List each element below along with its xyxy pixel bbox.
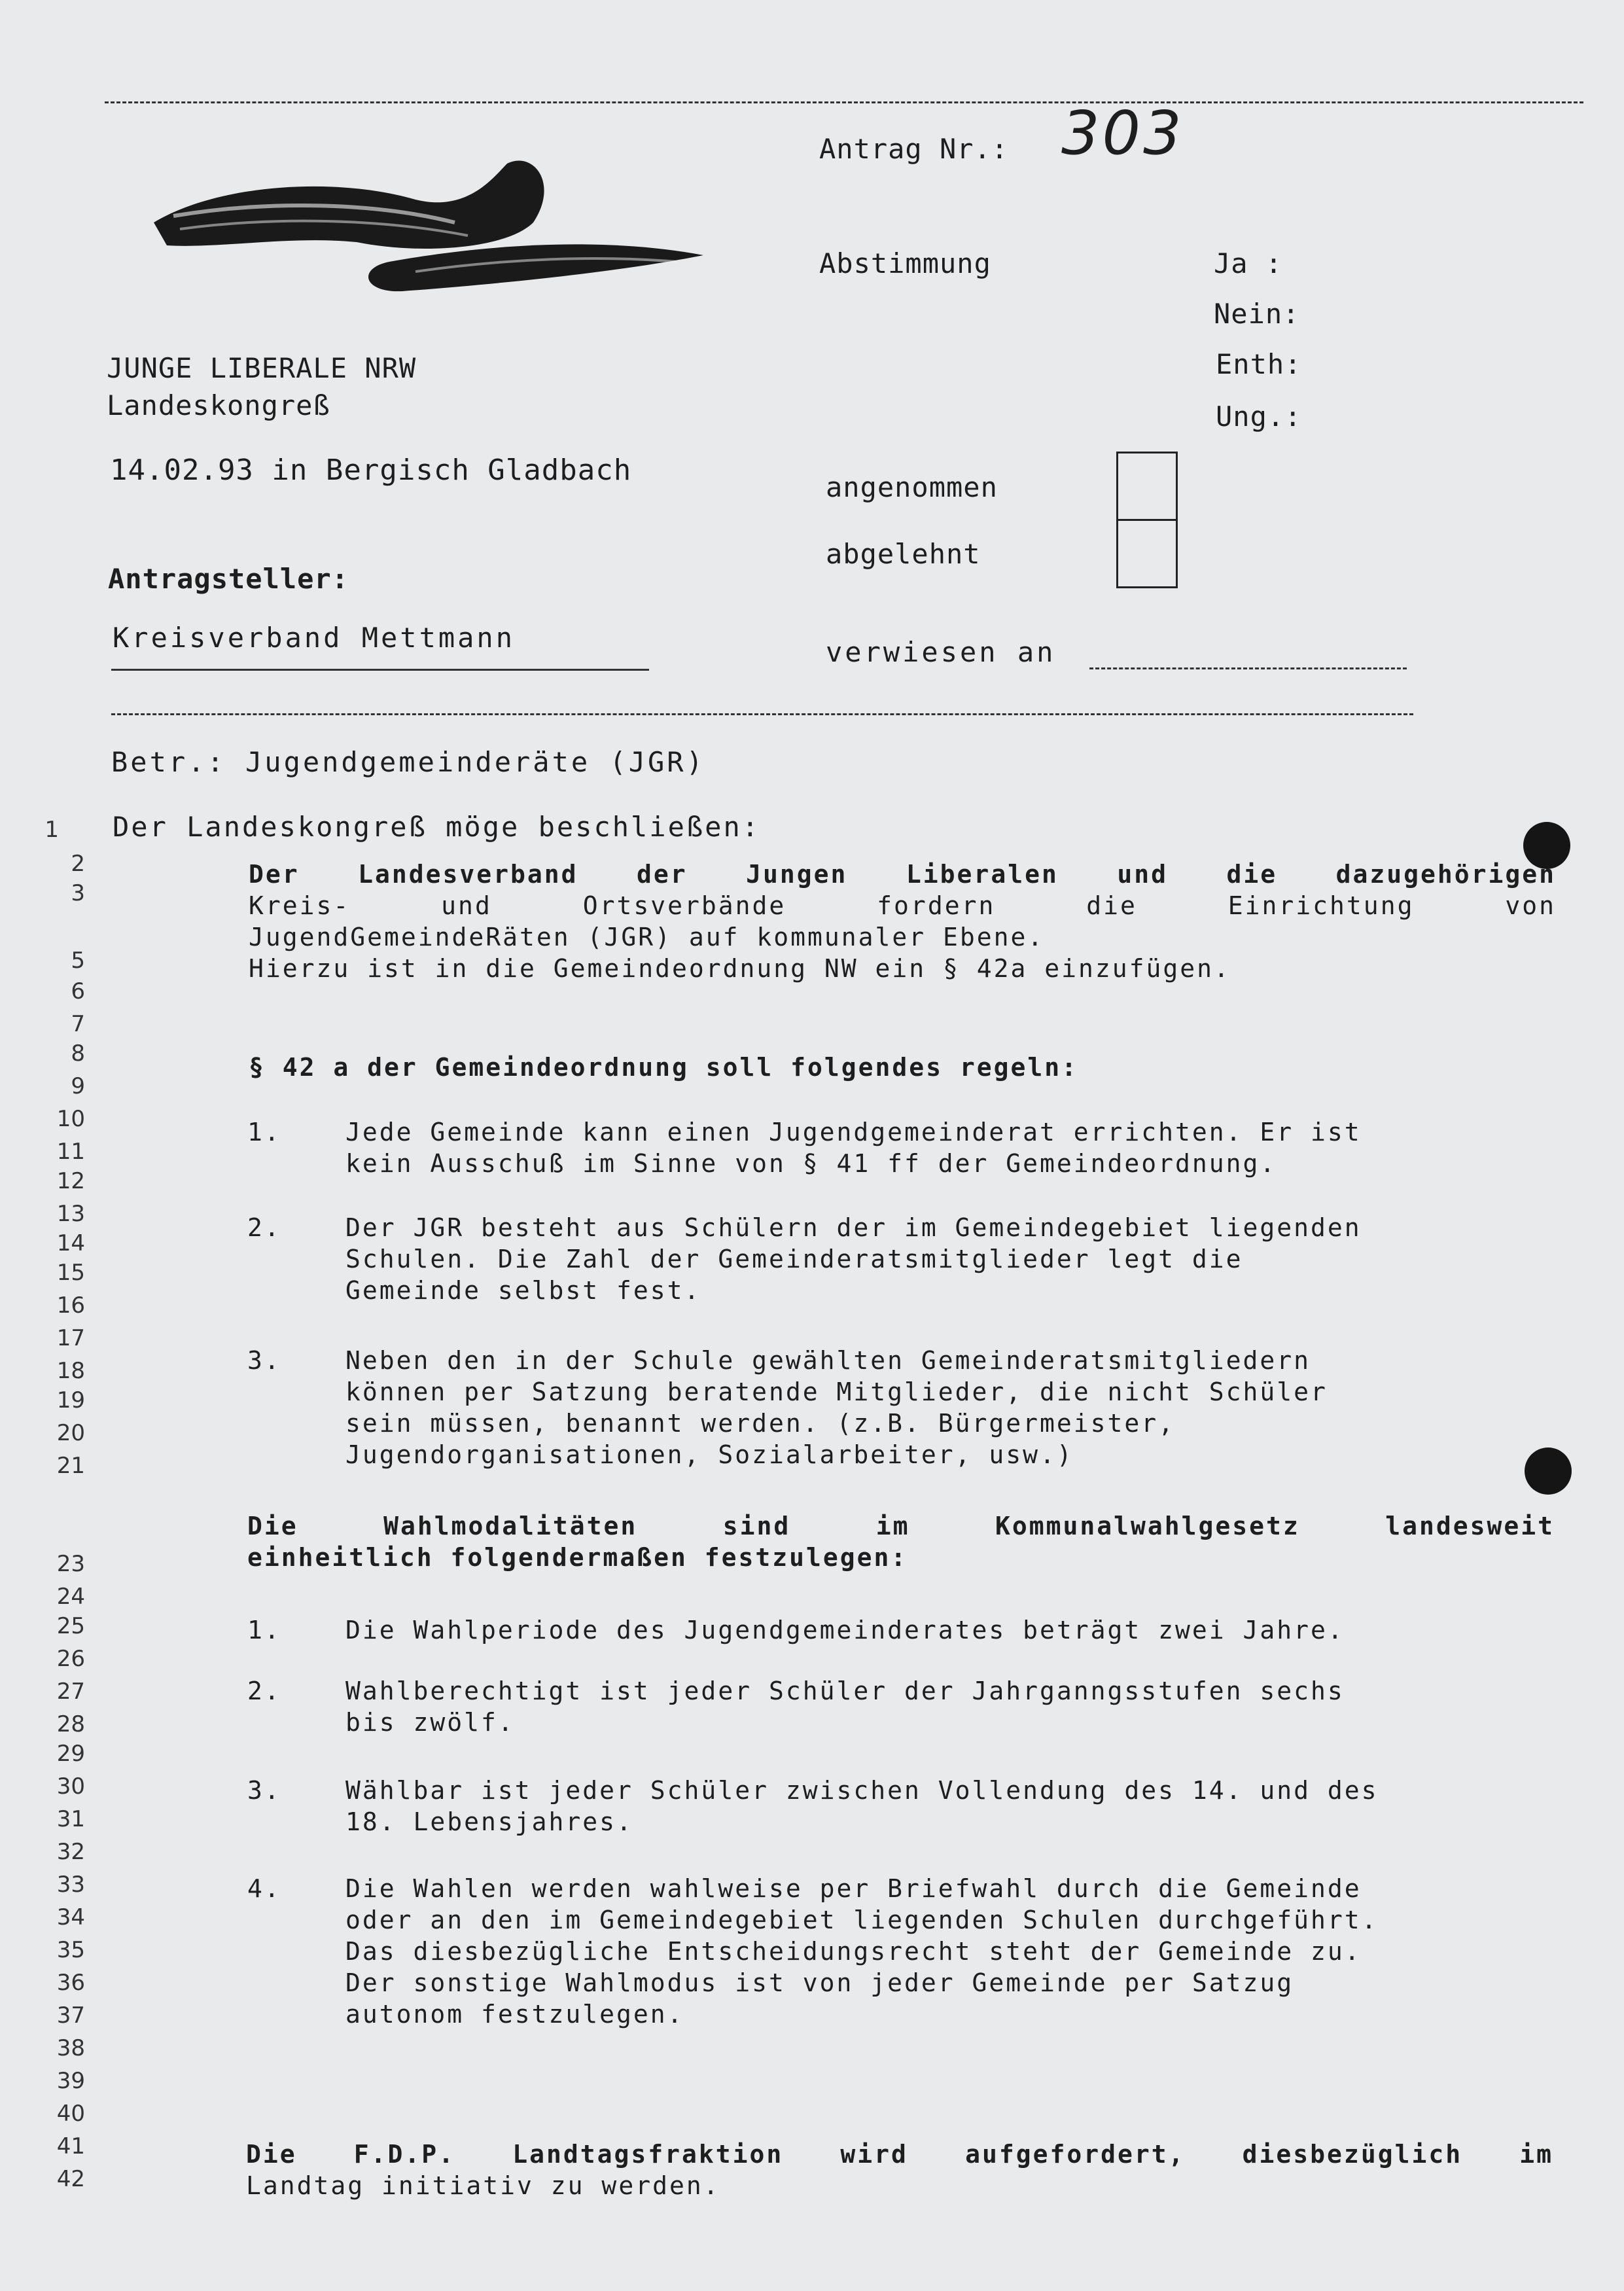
- event-name: Landeskongreß: [107, 389, 330, 421]
- list-number: 1.: [247, 1616, 281, 1644]
- line-number: 3: [71, 880, 85, 906]
- line-number: 6: [71, 978, 85, 1004]
- list-item-line: bis zwölf.: [345, 1708, 515, 1737]
- line-number: 20: [56, 1420, 85, 1446]
- org-name: JUNGE LIBERALE NRW: [107, 352, 417, 384]
- line-number: 31: [56, 1806, 85, 1832]
- section-rule: [111, 713, 1413, 715]
- voting-label: Abstimmung: [819, 247, 991, 279]
- intro-line: Der Landeskongreß möge beschließen:: [113, 811, 761, 843]
- list-item-line: autonom festzulegen.: [345, 2000, 684, 2029]
- applicant: Kreisverband Mettmann: [113, 622, 516, 654]
- logo-brush-icon: [141, 137, 716, 321]
- line-number: 21: [56, 1453, 85, 1479]
- list-item-line: kein Ausschuß im Sinne von § 41 ff der Gemeindeordnung.: [345, 1149, 1277, 1178]
- line-number: 12: [56, 1168, 85, 1194]
- list-number: 4.: [247, 1874, 281, 1903]
- accepted-label: angenommen: [826, 471, 998, 503]
- applicant-label: Antragsteller:: [108, 563, 349, 595]
- accepted-checkbox: [1116, 452, 1178, 521]
- list-item-line: Schulen. Die Zahl der Gemeinderatsmitglieder legt die: [345, 1245, 1243, 1273]
- list-item-line: Wählbar ist jeder Schüler zwischen Vollendung des 14. und des: [345, 1776, 1379, 1805]
- voting-ung: Ung.:: [1216, 400, 1302, 433]
- antrag-label: Antrag Nr.:: [819, 133, 1009, 165]
- list-number: 3.: [247, 1776, 281, 1805]
- line-number: 23: [56, 1551, 85, 1577]
- line-number: 34: [56, 1904, 85, 1930]
- line-number: 9: [71, 1073, 85, 1099]
- punch-hole-bottom: [1525, 1447, 1572, 1495]
- line-number: 25: [56, 1613, 85, 1639]
- list-item-line: Der sonstige Wahlmodus ist von jeder Gemeinde per Satzug: [345, 1968, 1294, 1997]
- line-number: 26: [56, 1646, 85, 1672]
- final-line2: Landtag initiativ zu werden.: [246, 2171, 720, 2200]
- line-number: 37: [56, 2002, 85, 2029]
- line-number: 39: [56, 2068, 85, 2094]
- list-item-line: Jugendorganisationen, Sozialarbeiter, usw.): [345, 1440, 1074, 1469]
- list-item-line: 18. Lebensjahres.: [345, 1807, 633, 1836]
- list-number: 2.: [247, 1213, 281, 1242]
- line-number: 41: [56, 2133, 85, 2159]
- list-item-line: können per Satzung beratende Mitglieder, die nicht Schüler: [345, 1377, 1328, 1406]
- line-number: 30: [56, 1773, 85, 1800]
- line-number: 27: [56, 1678, 85, 1705]
- line-number: 33: [56, 1872, 85, 1898]
- line-number: 8: [71, 1040, 85, 1067]
- voting-ja: Ja :: [1214, 247, 1283, 279]
- voting-nein: Nein:: [1214, 298, 1300, 330]
- line-number: 14: [56, 1230, 85, 1256]
- para1-line1: Der Landesverband der Jungen Liberalen und die dazugehörigen: [249, 860, 1556, 889]
- line-number: 13: [56, 1201, 85, 1227]
- rejected-checkbox: [1116, 519, 1178, 588]
- antrag-number: 303: [1061, 98, 1184, 168]
- referred-line: [1089, 667, 1407, 669]
- rejected-label: abgelehnt: [826, 538, 981, 570]
- list-item-line: Gemeinde selbst fest.: [345, 1276, 701, 1305]
- final-line1: Die F.D.P. Landtagsfraktion wird aufgefordert, diesbezüglich im: [246, 2140, 1553, 2169]
- line-number: 16: [56, 1292, 85, 1319]
- date-place: 14.02.93 in Bergisch Gladbach: [110, 453, 632, 487]
- referred-label: verwiesen an: [826, 636, 1056, 668]
- list-number: 2.: [247, 1677, 281, 1705]
- section1-heading: § 42 a der Gemeindeordnung soll folgendes regeln:: [249, 1053, 1079, 1082]
- para1-line4: Hierzu ist in die Gemeindeordnung NW ein § 42a einzufügen.: [249, 954, 1231, 983]
- section2-line2: einheitlich folgendermaßen festzulegen:: [247, 1543, 908, 1572]
- line-number: 35: [56, 1937, 85, 1963]
- list-item-line: oder an den im Gemeindegebiet liegenden Schulen durchgeführt.: [345, 1906, 1379, 1934]
- line-number: 36: [56, 1970, 85, 1996]
- list-number: 3.: [247, 1346, 281, 1375]
- line-number: 19: [56, 1387, 85, 1413]
- line-number: 7: [71, 1011, 85, 1037]
- line-number: 40: [56, 2101, 85, 2127]
- section2-line1: Die Wahlmodalitäten sind im Kommunalwahlgesetz landesweit: [247, 1512, 1555, 1540]
- line-number: 24: [56, 1584, 85, 1610]
- para1-line3: JugendGemeindeRäten (JGR) auf kommunaler Ebene.: [249, 923, 1045, 951]
- line-number: 15: [56, 1260, 85, 1286]
- line-number: 2: [71, 851, 85, 877]
- applicant-underline: [111, 669, 649, 671]
- line-number: 5: [71, 948, 85, 974]
- list-item-line: Die Wahlen werden wahlweise per Briefwahl durch die Gemeinde: [345, 1874, 1362, 1903]
- line-number: 18: [56, 1358, 85, 1384]
- line-number: 17: [56, 1325, 85, 1351]
- list-number: 1.: [247, 1118, 281, 1146]
- line-number: 42: [56, 2166, 85, 2192]
- para1-line2: Kreis- und Ortsverbände fordern die Einrichtung von: [249, 891, 1556, 920]
- top-rule: [105, 101, 1583, 103]
- line-number: 29: [56, 1741, 85, 1767]
- line-number: 11: [56, 1139, 85, 1165]
- list-item-line: Jede Gemeinde kann einen Jugendgemeinderat errichten. Er ist: [345, 1118, 1362, 1146]
- line-number: 28: [56, 1711, 85, 1737]
- line-number: 1: [44, 817, 59, 843]
- voting-enth: Enth:: [1216, 348, 1302, 380]
- line-number: 10: [56, 1106, 85, 1132]
- subject: Betr.: Jugendgemeinderäte (JGR): [111, 746, 705, 778]
- line-number: 38: [56, 2035, 85, 2061]
- list-item-line: Das diesbezügliche Entscheidungsrecht steht der Gemeinde zu.: [345, 1937, 1362, 1966]
- list-item-line: Der JGR besteht aus Schülern der im Gemeindegebiet liegenden: [345, 1213, 1362, 1242]
- list-item-line: sein müssen, benannt werden. (z.B. Bürgermeister,: [345, 1409, 1176, 1438]
- line-number: 32: [56, 1839, 85, 1865]
- list-item-line: Die Wahlperiode des Jugendgemeinderates beträgt zwei Jahre.: [345, 1616, 1345, 1644]
- list-item-line: Neben den in der Schule gewählten Gemeinderatsmitgliedern: [345, 1346, 1311, 1375]
- list-item-line: Wahlberechtigt ist jeder Schüler der Jahrganngsstufen sechs: [345, 1677, 1345, 1705]
